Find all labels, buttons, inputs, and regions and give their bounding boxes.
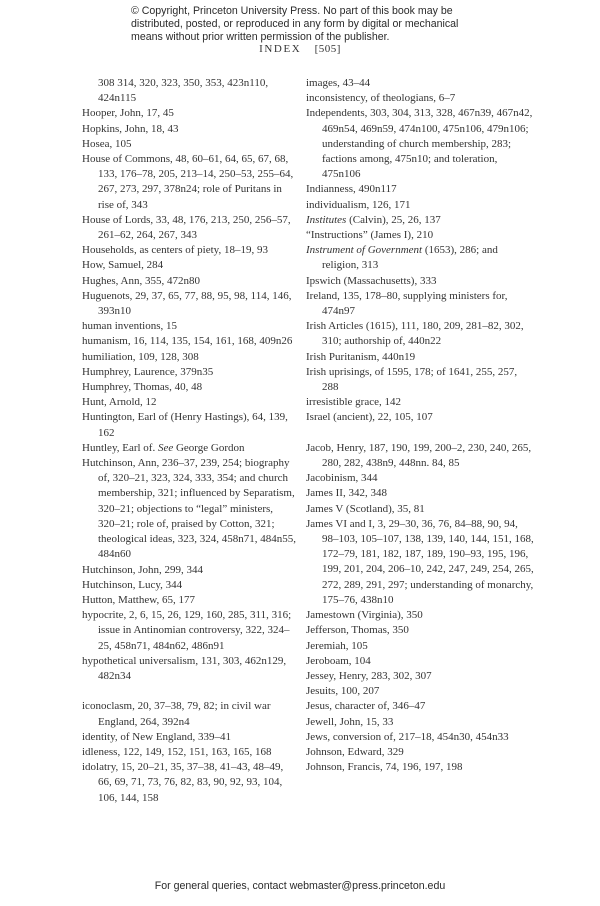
index-entry: Jessey, Henry, 283, 302, 307 [306,669,432,682]
index-entry: Irish Articles (1615), 111, 180, 209, 281–82, 302, 310; authorship of, 440n22 [306,320,524,348]
index-entry: Jewell, John, 15, 33 [306,715,394,728]
index-entry: Israel (ancient), 22, 105, 107 [306,411,433,424]
index-column-left [82,76,297,806]
index-entry: hypocrite, 2, 6, 15, 26, 129, 160, 285, 311, 316; issue in Antinomian controversy, 322, 324–25, 458n71, 484n62, 486n91 [82,609,292,652]
index-column-right [306,76,534,775]
letter-section-gap [82,684,297,699]
index-entry: Humphrey, Thomas, 40, 48 [82,381,203,394]
index-entry: human inventions, 15 [82,320,178,333]
index-entry: Jeroboam, 104 [306,654,371,667]
index-entry: identity, of New England, 339–41 [82,730,231,743]
index-entry: House of Lords, 33, 48, 176, 213, 250, 256–57, 261–62, 264, 267, 343 [82,213,291,242]
index-entry: Irish uprisings, of 1595, 178; of 1641, 255, 257, 288 [306,365,518,394]
index-entry: James VI and I, 3, 29–30, 36, 76, 84–88, 90, 94, 98–103, 105–107, 138, 139, 140, 144, 151, 168, 172–79, 181, 182, 187, 189, 190–93, 195, 196, 199, 201, 204, 206–10, 242, 247, 249, 254, 265, 272, 289, 291, 297; understanding of monarchy, 175–76, 438n10 [306,517,534,606]
index-entry: Johnson, Edward, 329 [306,745,404,758]
index-entry: Jacobinism, 344 [306,472,378,485]
index-entry: Huntley, Earl of. See George Gordon [82,441,245,454]
index-entry: humanism, 16, 114, 135, 154, 161, 168, 409n26 [82,335,293,348]
index-entry: Hooper, John, 17, 45 [82,107,174,120]
index-entry: Irish Puritanism, 440n19 [306,350,416,363]
index-entry: Hopkins, John, 18, 43 [82,122,179,135]
index-entry: hypothetical universalism, 131, 303, 462n129, 482n34 [82,654,287,682]
index-entry: idolatry, 15, 20–21, 35, 37–38, 41–43, 48–49, 66, 69, 71, 73, 76, 82, 83, 90, 92, 93, 104, 106, 144, 158 [82,761,284,804]
index-entry: Jamestown (Virginia), 350 [306,609,423,622]
index-entry: “Instructions” (James I), 210 [306,229,434,242]
index-entry: Hunt, Arnold, 12 [82,396,157,409]
index-entry: James V (Scotland), 35, 81 [306,502,425,515]
index-entry: Hughes, Ann, 355, 472n80 [82,274,200,287]
index-entry: James II, 342, 348 [306,487,387,500]
index-entry: Huntington, Earl of (Henry Hastings), 64, 139, 162 [82,411,288,439]
index-entry: Jacob, Henry, 187, 190, 199, 200–2, 230, 240, 265, 280, 282, 438n9, 448nn. 84, 85 [306,441,532,470]
contact-footer: For general queries, contact webmaster@press.princeton.edu [154,880,446,892]
index-entry: Hosea, 105 [82,137,132,150]
index-entry: Jesus, character of, 346–47 [306,700,426,713]
index-entry: Jews, conversion of, 217–18, 454n30, 454n33 [306,730,509,743]
running-head [0,43,600,55]
index-entry: Jesuits, 100, 207 [306,685,380,698]
index-entry: Humphrey, Laurence, 379n35 [82,365,214,378]
index-entry: Households, as centers of piety, 18–19, 93 [82,244,268,257]
copyright-notice: © Copyright, Princeton University Press. No part of this book may be distributed, posted, or reproduced in any form by digital or mechanical means without prior written permission of the publisher. [131,5,459,44]
index-entry: Indianness, 490n117 [306,183,397,196]
index-entry: images, 43–44 [306,77,371,89]
index-entry: idleness, 122, 149, 152, 151, 163, 165, 168 [82,745,272,758]
index-entry: Ipswich (Massachusetts), 333 [306,274,437,287]
index-entry: Huguenots, 29, 37, 65, 77, 88, 95, 98, 114, 146, 393n10 [82,289,292,318]
index-entry: Ireland, 135, 178–80, supplying ministers for, 474n97 [306,289,508,318]
index-entry: Hutton, Matthew, 65, 177 [82,593,195,606]
index-entry: Johnson, Francis, 74, 196, 197, 198 [306,761,463,774]
index-entry: individualism, 126, 171 [306,198,411,211]
running-title: INDEX [259,43,302,55]
index-entry: irresistible grace, 142 [306,396,401,409]
index-entry: humiliation, 109, 128, 308 [82,350,199,363]
index-entry: Hutchinson, Ann, 236–37, 239, 254; biography of, 320–21, 323, 324, 333, 354; and church membership, 321; influenced by Separatism, 320–21; objections to “legal” ministers, 320–21; role of, praised by Cotton, 321; theological ideas, 323, 324, 458n71, 484n55, 484n60 [82,457,296,561]
index-entry: House of Commons, 48, 60–61, 64, 65, 67, 68, 133, 176–78, 205, 213–14, 250–53, 255–64, 267, 273, 297, 378n24; role of Puritans in rise of, 343 [82,153,294,211]
index-entry: inconsistency, of theologians, 6–7 [306,92,456,105]
index-entry: Hutchinson, Lucy, 344 [82,578,183,591]
index-entry: iconoclasm, 20, 37–38, 79, 82; in civil war England, 264, 392n4 [82,700,271,728]
index-entry: Independents, 303, 304, 313, 328, 467n39, 467n42, 469n54, 469n59, 474n100, 475n106, 479n106; understanding of church membership, 283; factions among, 475n10; and toleration, 475n106 [306,107,533,181]
index-entry: Institutes (Calvin), 25, 26, 137 [306,213,441,226]
index-entry: Jeremiah, 105 [306,639,368,652]
index-entry: Instrument of Government (1653), 286; and religion, 313 [306,244,498,272]
index-entry: Hutchinson, John, 299, 344 [82,563,203,576]
page-number: [505] [314,43,341,55]
index-entry-continuation: 308 314, 320, 323, 350, 353, 423n110, 424n115 [98,77,269,105]
letter-section-gap [306,426,534,441]
index-entry: Jefferson, Thomas, 350 [306,624,409,637]
index-entry: How, Samuel, 284 [82,259,164,272]
